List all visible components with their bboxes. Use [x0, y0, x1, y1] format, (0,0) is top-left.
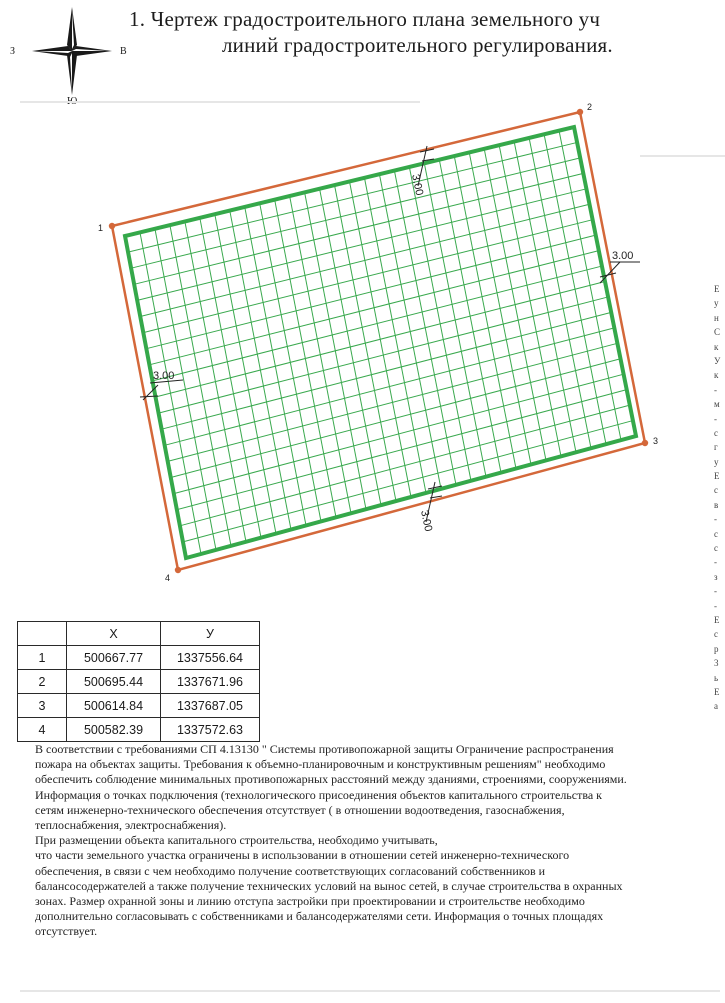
side-text-fragment: С	[714, 327, 721, 338]
point-number: 4	[18, 718, 67, 742]
boundary-point-2-marker	[577, 109, 583, 115]
compass-west-label: З	[10, 46, 16, 57]
side-text-fragment: Е	[714, 614, 720, 625]
table-row	[18, 670, 260, 694]
boundary-point-3-label: 3	[653, 436, 659, 446]
cropped-side-text	[714, 282, 725, 714]
side-text-fragment: Е	[714, 686, 720, 697]
boundary-point-4-label: 4	[165, 573, 171, 583]
side-text-fragment: м	[714, 399, 720, 410]
notes-line: теплоснабжения, электроснабжения).	[35, 818, 227, 833]
table-row	[18, 646, 260, 670]
table-row	[18, 694, 260, 718]
buildable-area-hatch	[128, 131, 633, 554]
side-text-fragment: к	[714, 341, 719, 352]
notes-line: пожара на объектах защиты. Требования к объемно-планировочным и конструктивным решениям" необходимо	[35, 757, 606, 772]
setback-label-right: 3.00	[612, 250, 634, 262]
point-y: 1337556.64	[161, 646, 260, 670]
boundary-point-1-marker	[109, 223, 115, 229]
side-text-fragment: -	[714, 586, 717, 597]
side-text-fragment: -	[714, 557, 717, 568]
coordinates-header-num	[18, 622, 67, 646]
setback-label-left: 3.00	[153, 370, 175, 382]
boundary-point-1-label: 1	[98, 223, 104, 233]
point-y: 1337687.05	[161, 694, 260, 718]
side-text-fragment: з	[714, 571, 718, 582]
coordinates-table	[17, 621, 260, 742]
side-text-fragment: с	[714, 485, 718, 496]
point-number: 2	[18, 670, 67, 694]
side-text-fragment: г	[714, 442, 718, 453]
side-text-fragment: с	[714, 427, 718, 438]
side-text-fragment: у	[714, 456, 719, 467]
side-text-fragment: Е	[714, 284, 720, 294]
point-x: 500695.44	[67, 670, 161, 694]
point-number: 1	[18, 646, 67, 670]
side-text-fragment: У	[714, 355, 721, 366]
side-text-fragment: с	[714, 543, 718, 554]
notes-line: что части земельного участка ограничены в использовании в отношении сетей инженерно-технического	[35, 848, 570, 863]
side-text-fragment: ь	[714, 672, 719, 683]
boundary-point-2-label: 2	[587, 102, 593, 112]
notes-line: При размещении объекта капитального строительства, необходимо учитывать,	[35, 833, 438, 848]
side-text-fragment: с	[714, 629, 718, 640]
point-y: 1337572.63	[161, 718, 260, 742]
page-title-line-1: 1. Чертеж градостроительного плана земельного уч	[129, 7, 601, 31]
side-text-fragment: Е	[714, 471, 720, 482]
point-x: 500582.39	[67, 718, 161, 742]
point-y: 1337671.96	[161, 670, 260, 694]
notes-line: В соответствии с требованиями СП 4.13130 " Системы противопожарной защиты Ограничение распространения	[35, 742, 614, 756]
table-row	[18, 718, 260, 742]
notes-line: обеспечить соблюдение минимальных противопожарных расстояний между зданиями, строениями, сооружениями.	[35, 772, 627, 787]
notes-line: Информация о точках подключения (технологического присоединения объектов капитального строительства к	[35, 787, 603, 802]
notes-line: отсутствует.	[35, 924, 98, 939]
notes-line: сетям инженерно-технического обеспечения отсутствует ( в отношении водоотведения, газоснабжения,	[35, 802, 565, 817]
side-text-fragment: с	[714, 528, 718, 539]
boundary-point-3-marker	[642, 440, 648, 446]
notes-line: дополнительно согласовывать с собственниками и балансодержателями сети. Информация о точных площадях	[35, 909, 604, 924]
side-text-fragment: р	[714, 643, 719, 654]
side-text-fragment: -	[714, 600, 717, 611]
notes-line: балансосодержателей а также получение технических условий на вынос сетей, в случае строительства в охранных	[35, 878, 623, 893]
notes-line: обеспечения, в связи с чем необходимо получение соответствующих согласований собственников и	[35, 863, 546, 878]
page-title-line-2: линий градостроительного регулирования.	[222, 33, 613, 57]
boundary-point-4-marker	[175, 567, 181, 573]
setback-label-top: 3.00	[409, 173, 426, 197]
side-text-fragment: у	[714, 298, 719, 309]
point-x: 500614.84	[67, 694, 161, 718]
side-text-fragment: -	[714, 514, 717, 525]
side-text-fragment: а	[714, 701, 718, 712]
side-text-fragment: 3	[714, 658, 719, 669]
side-text-fragment: -	[714, 413, 717, 424]
coordinates-header-y: У	[161, 622, 260, 646]
setback-label-bottom: 3.00	[418, 509, 435, 533]
coordinates-header-row	[18, 622, 260, 646]
notes-block	[35, 742, 695, 940]
side-text-fragment: к	[714, 370, 719, 381]
compass-east-label: В	[120, 46, 127, 57]
notes-line: зонах. Размер охранной зоны и линию отступа застройки при проектировании и строительстве необходимо	[35, 894, 585, 909]
side-text-fragment: в	[714, 499, 719, 510]
point-x: 500667.77	[67, 646, 161, 670]
side-text-fragment: н	[714, 312, 719, 323]
point-number: 3	[18, 694, 67, 718]
coordinates-header-x: X	[67, 622, 161, 646]
side-text-fragment: -	[714, 384, 717, 395]
